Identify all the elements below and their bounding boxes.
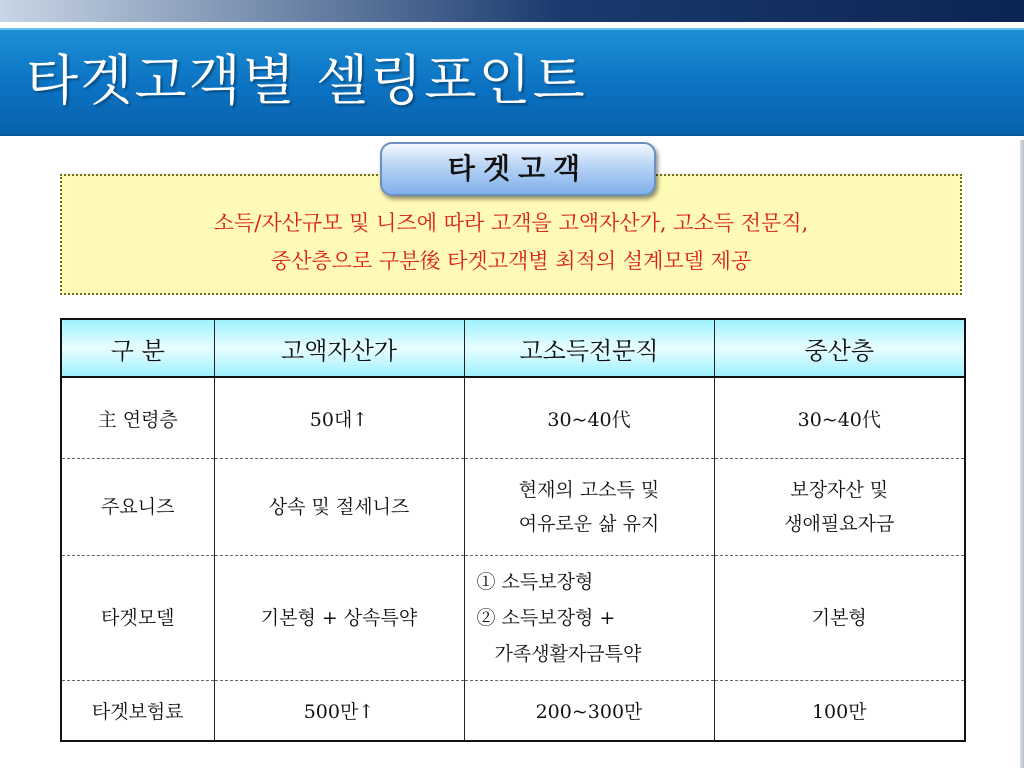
header-category: 구 분 xyxy=(61,319,214,377)
table-cell xyxy=(464,459,714,556)
list-item: 가족생활자금특약 xyxy=(494,643,642,665)
table-cell: 기본형 xyxy=(714,556,965,681)
summary-line-1: 소득/자산규모 및 니즈에 따라 고객을 고액자산가, 고소득 전문직, xyxy=(213,211,809,235)
slide-title: 타겟고객별 셀링포인트 xyxy=(26,49,587,112)
table-cell: 30~40代 xyxy=(464,377,714,459)
table-cell: 500만↑ xyxy=(214,681,464,742)
cell-line: 현재의 고소득 및 xyxy=(518,479,660,501)
header-middle-class: 중산층 xyxy=(714,319,965,377)
table-cell: 기본형 + 상속특약 xyxy=(214,556,464,681)
list-item: ② 소득보장형 + xyxy=(476,607,616,629)
table-row xyxy=(61,377,965,459)
table-header-row xyxy=(61,319,965,377)
table-cell: 상속 및 절세니즈 xyxy=(214,459,464,556)
row-label-premium: 타겟보험료 xyxy=(61,681,214,742)
table-row xyxy=(61,459,965,556)
cell-line: 생애필요자금 xyxy=(784,513,895,535)
summary-line-2: 중산층으로 구분後 타겟고객별 최적의 설계모델 제공 xyxy=(270,249,752,273)
table-row xyxy=(61,556,965,681)
cell-line: 여유로운 삶 유지 xyxy=(518,513,660,535)
table-row xyxy=(61,681,965,742)
header-professional: 고소득전문직 xyxy=(464,319,714,377)
table-cell: 100만 xyxy=(714,681,965,742)
table-cell: 50대↑ xyxy=(214,377,464,459)
table-cell xyxy=(714,459,965,556)
header-high-net-worth: 고액자산가 xyxy=(214,319,464,377)
comparison-table xyxy=(60,318,966,742)
row-label-age: 主 연령층 xyxy=(61,377,214,459)
row-label-model: 타겟모델 xyxy=(61,556,214,681)
top-decor-strip xyxy=(0,0,1024,22)
summary-text xyxy=(62,204,960,280)
list-item: ① 소득보장형 xyxy=(476,571,594,593)
table-cell: 30~40代 xyxy=(714,377,965,459)
target-customer-pill: 타겟고객 xyxy=(380,142,656,196)
table-cell: 200~300만 xyxy=(464,681,714,742)
row-label-needs: 주요니즈 xyxy=(61,459,214,556)
table-cell xyxy=(464,556,714,681)
right-edge-rule xyxy=(1020,140,1024,768)
title-banner xyxy=(0,28,1024,136)
cell-line: 보장자산 및 xyxy=(790,479,889,501)
